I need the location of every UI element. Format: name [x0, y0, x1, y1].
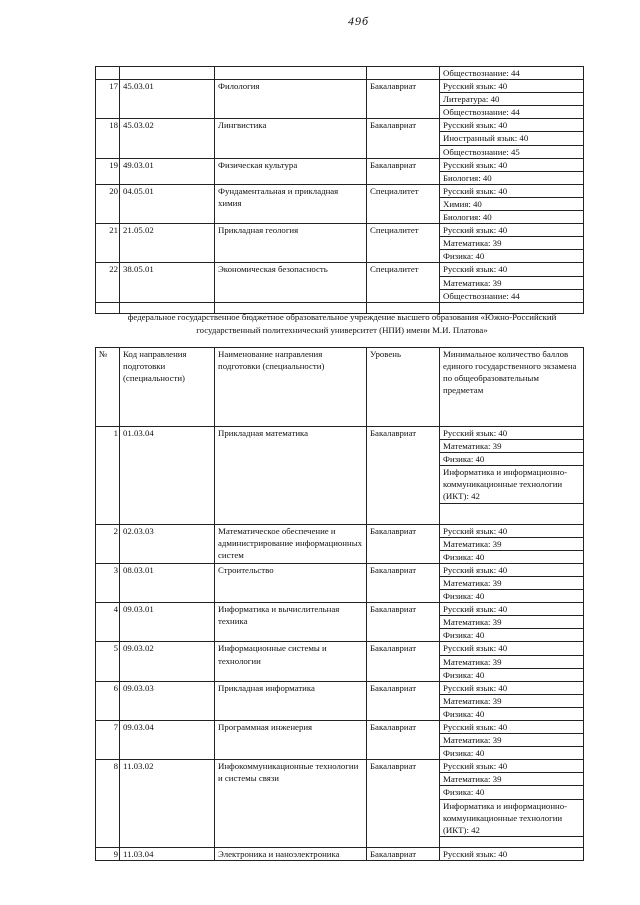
- row-level: Бакалавриат: [367, 158, 440, 184]
- row-subject: Русский язык: 40: [440, 427, 584, 440]
- row-subject: Русский язык: 40: [440, 184, 584, 197]
- row-number: [96, 67, 120, 80]
- row-number: 4: [96, 603, 120, 642]
- row-spacer-cell: [440, 836, 584, 847]
- row-subject: Русский язык: 40: [440, 524, 584, 537]
- row-level: Бакалавриат: [367, 524, 440, 563]
- row-subject: Русский язык: 40: [440, 681, 584, 694]
- table-row: [96, 524, 584, 537]
- row-subject: Физика: 40: [440, 786, 584, 799]
- row-subject: Биология: 40: [440, 171, 584, 184]
- row-code: 45.03.02: [120, 119, 215, 158]
- row-code: 21.05.02: [120, 224, 215, 263]
- row-code: 04.05.01: [120, 184, 215, 223]
- row-subject: Информатика и информационно-коммуникационные технологии (ИКТ): 42: [440, 799, 584, 836]
- row-number: 5: [96, 642, 120, 681]
- row-spacer-cell: [440, 503, 584, 524]
- row-number: 9: [96, 847, 120, 860]
- table-row: [96, 263, 584, 276]
- row-subject: Русский язык: 40: [440, 158, 584, 171]
- row-code: 38.05.01: [120, 263, 215, 302]
- row-subject: Математика: 39: [440, 237, 584, 250]
- row-code: 09.03.03: [120, 681, 215, 720]
- table-row: [96, 681, 584, 694]
- table-row: [96, 847, 584, 860]
- table-row: [96, 427, 584, 440]
- row-subject: Литература: 40: [440, 93, 584, 106]
- row-name: Математическое обеспечение и администрирование информационных систем: [215, 524, 367, 563]
- row-subject: Русский язык: 40: [440, 224, 584, 237]
- row-number: 6: [96, 681, 120, 720]
- table-body-bottom: [96, 348, 584, 861]
- row-level: Бакалавриат: [367, 80, 440, 119]
- table-row: [96, 642, 584, 655]
- row-subject: Физика: 40: [440, 550, 584, 563]
- row-subject: Химия: 40: [440, 197, 584, 210]
- row-subject: Русский язык: 40: [440, 642, 584, 655]
- row-number: 2: [96, 524, 120, 563]
- row-level: Бакалавриат: [367, 427, 440, 525]
- row-name: Строительство: [215, 563, 367, 602]
- table-row: [96, 184, 584, 197]
- row-level: Бакалавриат: [367, 119, 440, 158]
- row-code: 09.03.02: [120, 642, 215, 681]
- table-header-row: [96, 348, 584, 427]
- table-body-top: [96, 67, 584, 314]
- row-subject: Русский язык: 40: [440, 80, 584, 93]
- row-subject: Математика: 39: [440, 440, 584, 453]
- table-row: [96, 224, 584, 237]
- row-subject: Математика: 39: [440, 276, 584, 289]
- row-level: Бакалавриат: [367, 760, 440, 848]
- row-name: Прикладная математика: [215, 427, 367, 525]
- table-row: [96, 760, 584, 773]
- row-number: 1: [96, 427, 120, 525]
- row-subject: Физика: 40: [440, 629, 584, 642]
- row-name: Лингвистика: [215, 119, 367, 158]
- row-subject: Физика: 40: [440, 453, 584, 466]
- header-level: Уровень: [367, 348, 440, 427]
- row-number: 3: [96, 563, 120, 602]
- row-subject: Русский язык: 40: [440, 119, 584, 132]
- row-number: 17: [96, 80, 120, 119]
- row-number: 22: [96, 263, 120, 302]
- row-code: 11.03.02: [120, 760, 215, 848]
- row-subject: Математика: 39: [440, 537, 584, 550]
- row-subject: Русский язык: 40: [440, 603, 584, 616]
- row-subject: Русский язык: 40: [440, 563, 584, 576]
- row-number: 18: [96, 119, 120, 158]
- row-name: Фундаментальная и прикладная химия: [215, 184, 367, 223]
- row-code: 45.03.01: [120, 80, 215, 119]
- row-number: 21: [96, 224, 120, 263]
- row-code: [120, 67, 215, 80]
- row-subject: Обществознание: 45: [440, 145, 584, 158]
- row-name: Филология: [215, 80, 367, 119]
- header-name: Наименование направления подготовки (специальности): [215, 348, 367, 427]
- row-subject: Информатика и информационно-коммуникационные технологии (ИКТ): 42: [440, 466, 584, 503]
- row-level: Бакалавриат: [367, 563, 440, 602]
- table-row: [96, 119, 584, 132]
- row-number: 19: [96, 158, 120, 184]
- row-subject: Математика: 39: [440, 734, 584, 747]
- row-code: 09.03.04: [120, 720, 215, 759]
- header-subjects: Минимальное количество баллов единого государственного экзамена по общеобразовательным предметам: [440, 348, 584, 427]
- table-row: [96, 603, 584, 616]
- row-number: 20: [96, 184, 120, 223]
- row-subject: Физика: 40: [440, 747, 584, 760]
- row-subject: Русский язык: 40: [440, 720, 584, 733]
- row-subject: Физика: 40: [440, 250, 584, 263]
- page-number: 49б: [348, 14, 370, 28]
- table-row: [96, 67, 584, 80]
- row-level: [367, 67, 440, 80]
- header-code: Код направления подготовки (специальности): [120, 348, 215, 427]
- row-subject: Русский язык: 40: [440, 760, 584, 773]
- row-number: 8: [96, 760, 120, 848]
- row-level: Специалитет: [367, 224, 440, 263]
- institution-heading: федеральное государственное бюджетное образовательное учреждение высшего образования «Южно-Российский государственный политехнический университет (НПИ) имени М.И. Платова»: [127, 312, 557, 335]
- table-row: [96, 563, 584, 576]
- row-subject: Физика: 40: [440, 668, 584, 681]
- row-name: Экономическая безопасность: [215, 263, 367, 302]
- table-row: [96, 158, 584, 171]
- row-level: Бакалавриат: [367, 603, 440, 642]
- row-code: 08.03.01: [120, 563, 215, 602]
- header-num: №: [96, 348, 120, 427]
- row-name: Информационные системы и технологии: [215, 642, 367, 681]
- row-code: 49.03.01: [120, 158, 215, 184]
- row-level: Бакалавриат: [367, 642, 440, 681]
- row-level: Бакалавриат: [367, 720, 440, 759]
- row-level: Бакалавриат: [367, 681, 440, 720]
- row-subject: Русский язык: 40: [440, 263, 584, 276]
- row-subject: Иностранный язык: 40: [440, 132, 584, 145]
- admission-table-top: [95, 66, 584, 314]
- row-subject: Математика: 39: [440, 616, 584, 629]
- row-code: 02.03.03: [120, 524, 215, 563]
- admission-table-bottom: [95, 347, 584, 861]
- row-name: Физическая культура: [215, 158, 367, 184]
- row-name: Электроника и наноэлектроника: [215, 847, 367, 860]
- table-row: [96, 80, 584, 93]
- row-level: Бакалавриат: [367, 847, 440, 860]
- row-code: 01.03.04: [120, 427, 215, 525]
- row-subject: Физика: 40: [440, 707, 584, 720]
- row-subject: Математика: 39: [440, 773, 584, 786]
- row-code: 11.03.04: [120, 847, 215, 860]
- row-subject: Биология: 40: [440, 211, 584, 224]
- row-name: Программная инженерия: [215, 720, 367, 759]
- row-subject: Физика: 40: [440, 590, 584, 603]
- row-subject: Обществознание: 44: [440, 67, 584, 80]
- row-name: Инфокоммуникационные технологии и системы связи: [215, 760, 367, 848]
- row-name: Прикладная информатика: [215, 681, 367, 720]
- row-subject: Обществознание: 44: [440, 106, 584, 119]
- row-subject: Обществознание: 44: [440, 289, 584, 302]
- row-subject: Математика: 39: [440, 655, 584, 668]
- row-name: Информатика и вычислительная техника: [215, 603, 367, 642]
- row-subject: Математика: 39: [440, 694, 584, 707]
- row-subject: Математика: 39: [440, 576, 584, 589]
- row-level: Специалитет: [367, 184, 440, 223]
- row-name: [215, 67, 367, 80]
- row-subject: Русский язык: 40: [440, 847, 584, 860]
- row-code: 09.03.01: [120, 603, 215, 642]
- row-number: 7: [96, 720, 120, 759]
- row-name: Прикладная геология: [215, 224, 367, 263]
- table-row: [96, 720, 584, 733]
- row-level: Специалитет: [367, 263, 440, 302]
